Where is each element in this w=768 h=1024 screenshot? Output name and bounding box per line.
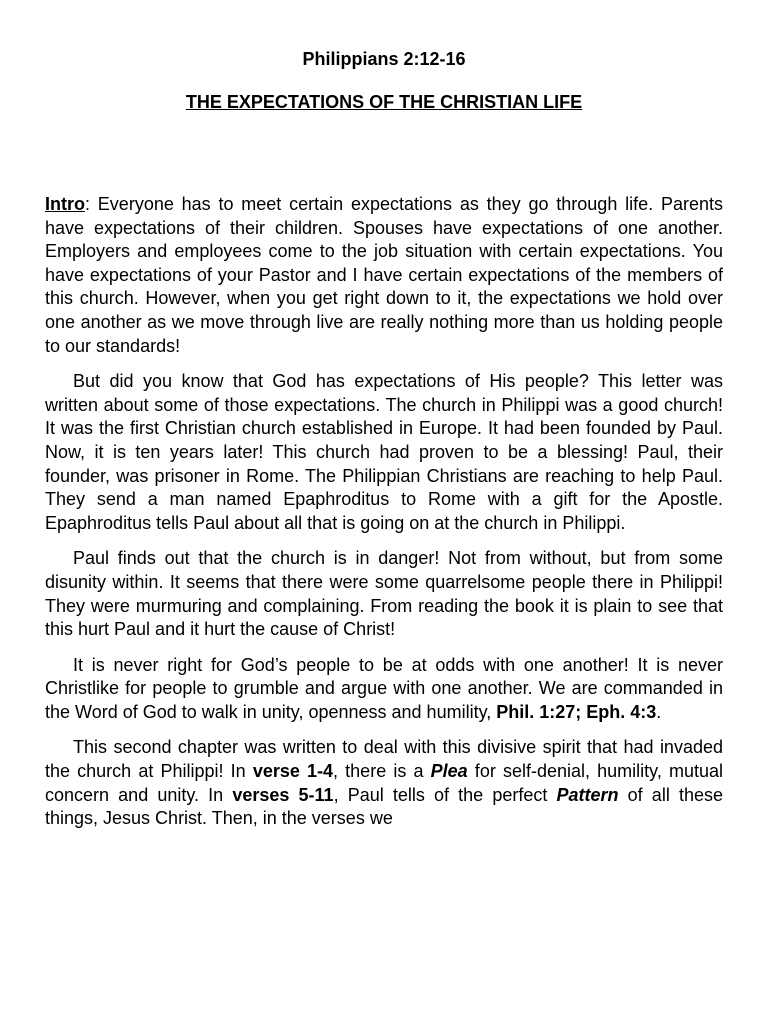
emphasis-pattern: Pattern: [556, 784, 619, 805]
emphasis-plea: Plea: [430, 761, 468, 782]
paragraph-5-text-c: for self-denial, humility, mutual concern and unity. In: [45, 761, 723, 805]
scripture-ref-verse-1-4: verse 1-4: [252, 761, 334, 782]
paragraph-3: Paul finds out that the church is in danger! Not from without, but from some disunity within. It seems that there were some quarrelsome people there in Philippi! They were murmuring and complaining. From reading the book it is plain to see that this hurt Paul and it hurt the cause of Christ!: [45, 548, 723, 640]
scripture-reference: Philippians 2:12-16: [302, 49, 466, 69]
paragraph-5: [45, 736, 723, 830]
paragraph-2: But did you know that God has expectations of His people? This letter was written about some of those expectations. The church in Philippi was a good church! It was the first Christian church established in Europe. It had been founded by Paul. Now, it is ten years later! This church had proven to be a blessing! Paul, their founder, was prisoner in Rome. The Philippian Christians are reaching to help Paul. They send a man named Epaphroditus to Rome with a gift for the Apostle. Epaphroditus tells Paul about all that is going on at the church in Philippi.: [45, 371, 723, 533]
intro-label: Intro: [45, 194, 85, 214]
scripture-ref-phil-eph: Phil. 1:27; Eph. 4:3: [496, 701, 657, 722]
intro-paragraph: [45, 193, 723, 358]
scripture-ref-verses-5-11: verses 5-11: [232, 784, 334, 805]
paragraph-5-text-d: , Paul tells of the perfect: [333, 784, 557, 805]
sermon-title: THE EXPECTATIONS OF THE CHRISTIAN LIFE: [185, 92, 583, 112]
paragraph-5-text-a: This second chapter was written to deal with this divisive spirit that had invaded the church at Philippi! In: [45, 737, 723, 782]
paragraph-5-text-e: of all these things, Jesus Christ. Then, in the verses we: [45, 784, 723, 829]
document-body: [45, 193, 723, 843]
paragraph-4-text-b: .: [656, 701, 662, 722]
paragraph-5-text-b: , there is a: [333, 761, 431, 782]
paragraph-4: [45, 654, 723, 725]
intro-text: : Everyone has to meet certain expectations as they go through life. Parents have expectations of their children. Spouses have expectations of one another. Employers and employees come to the job situation with certain expectations. You have expectations of your Pastor and I have certain expectations of the members of this church. However, when you get right down to it, the expectations we hold over one another as we move through live are really nothing more than us holding people to our standards!: [45, 194, 723, 356]
paragraph-4-text-a: It is never right for God’s people to be at odds with one another! It is never Christlike for people to grumble and argue with one another. We are commanded in the Word of God to walk in unity, openness and humility,: [45, 654, 723, 722]
